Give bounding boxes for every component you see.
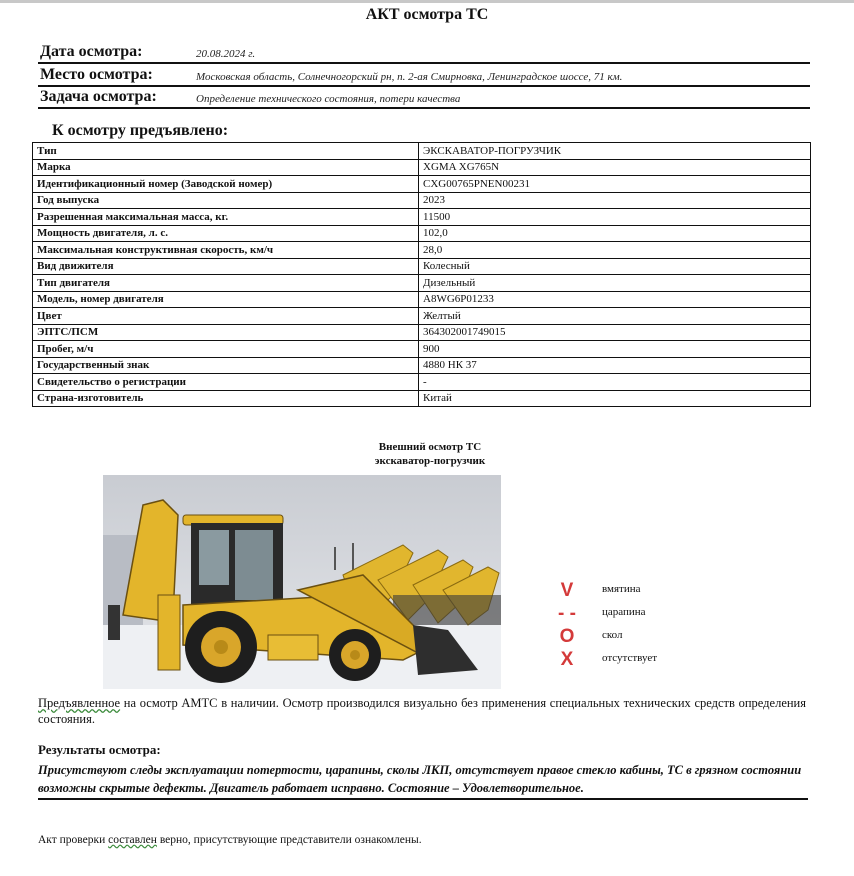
spec-row <box>33 357 811 374</box>
spec-value: Колесный <box>419 258 811 275</box>
legend-label: скол <box>602 629 623 641</box>
header-row-date <box>38 42 810 64</box>
spec-value: Желтый <box>419 308 811 325</box>
chip-icon: O <box>559 626 575 647</box>
header-label: Дата осмотра: <box>40 43 143 60</box>
spec-row <box>33 374 811 391</box>
top-border <box>0 0 854 3</box>
legend-label: царапина <box>602 606 646 618</box>
spec-key: Страна-изготовитель <box>33 390 419 407</box>
legend-label: отсутствует <box>602 652 658 664</box>
spec-value: Китай <box>419 390 811 407</box>
spec-row <box>33 324 811 341</box>
scratch-icon: - - <box>558 603 576 624</box>
header-label: Место осмотра: <box>40 66 153 83</box>
spellcheck-word: Предъявленное <box>38 696 121 710</box>
spec-value: 28,0 <box>419 242 811 259</box>
spec-row <box>33 176 811 193</box>
results-heading: Результаты осмотра: <box>38 742 161 757</box>
spellcheck-word: составлен <box>108 834 157 846</box>
vehicle-photo <box>103 475 501 689</box>
spec-key: Тип двигателя <box>33 275 419 292</box>
spec-key: Вид движителя <box>33 258 419 275</box>
presented-heading: К осмотру предъявлено: <box>52 122 229 139</box>
spec-value: ЭКСКАВАТОР-ПОГРУЗЧИК <box>419 143 811 160</box>
spec-row <box>33 192 811 209</box>
spec-value: 900 <box>419 341 811 358</box>
spec-row <box>33 275 811 292</box>
spec-value: 102,0 <box>419 225 811 242</box>
legend-label: вмятина <box>602 583 641 595</box>
header-value: Определение технического состояния, потери качества <box>196 93 461 105</box>
footer-statement <box>38 834 422 846</box>
spec-row <box>33 242 811 259</box>
spec-value: - <box>419 374 811 391</box>
spec-table <box>32 142 811 407</box>
photo-caption-subtitle: экскаватор-погрузчик <box>374 455 486 467</box>
spec-value: 2023 <box>419 192 811 209</box>
spec-key: Год выпуска <box>33 192 419 209</box>
spec-row <box>33 308 811 325</box>
dent-icon: V <box>560 580 574 601</box>
spec-key: Пробег, м/ч <box>33 341 419 358</box>
spec-value: CXG00765PNEN00231 <box>419 176 811 193</box>
header-value: Московская область, Солнечногорский рн, п. 2-ая Смирновка, Ленинградское шоссе, 71 км. <box>196 71 623 83</box>
spec-key: Марка <box>33 159 419 176</box>
spec-key: Свидетельство о регистрации <box>33 374 419 391</box>
footer-text: Акт проверки <box>38 834 109 846</box>
spec-key: ЭПТС/ПСМ <box>33 324 419 341</box>
spec-row <box>33 209 811 226</box>
header-row-place <box>38 65 810 87</box>
spec-row <box>33 225 811 242</box>
spec-row <box>33 291 811 308</box>
spec-key: Мощность двигателя, л. с. <box>33 225 419 242</box>
spec-key: Модель, номер двигателя <box>33 291 419 308</box>
spec-key: Разрешенная максимальная масса, кг. <box>33 209 419 226</box>
spec-key: Государственный знак <box>33 357 419 374</box>
spec-key: Идентификационный номер (Заводской номер) <box>33 176 419 193</box>
spec-row <box>33 159 811 176</box>
spec-row <box>33 258 811 275</box>
missing-icon: X <box>560 649 574 670</box>
inspection-paragraph <box>38 695 806 727</box>
photo-caption <box>300 440 560 468</box>
document-title: АКТ осмотра ТС <box>365 6 489 23</box>
spec-key: Максимальная конструктивная скорость, км/ч <box>33 242 419 259</box>
spec-value: 364302001749015 <box>419 324 811 341</box>
spec-value: XGMA XG765N <box>419 159 811 176</box>
spec-row <box>33 341 811 358</box>
spec-value: Дизельный <box>419 275 811 292</box>
paragraph-text: на осмотр АМТС в наличии. Осмотр производился визуально без применения специальных технических средств определения состояния. <box>38 696 806 726</box>
spec-row <box>33 143 811 160</box>
spec-key: Тип <box>33 143 419 160</box>
footer-text: верно, присутствующие представители ознакомлены. <box>156 834 422 846</box>
spec-value: 4880 НК 37 <box>419 357 811 374</box>
header-label: Задача осмотра: <box>40 88 157 105</box>
header-value: 20.08.2024 г. <box>196 48 256 60</box>
results-text: Присутствуют следы эксплуатации потертости, царапины, сколы ЛКП, отсутствует правое стекло кабины, ТС в грязном состоянии возможны скрытые дефекты. Двигатель работает исправно. Состояние – Удовлетворительное. <box>38 761 808 800</box>
spec-key: Цвет <box>33 308 419 325</box>
photo-caption-title: Внешний осмотр ТС <box>378 441 482 453</box>
spec-row <box>33 390 811 407</box>
header-row-task <box>38 87 810 109</box>
spec-value: A8WG6P01233 <box>419 291 811 308</box>
spec-value: 11500 <box>419 209 811 226</box>
